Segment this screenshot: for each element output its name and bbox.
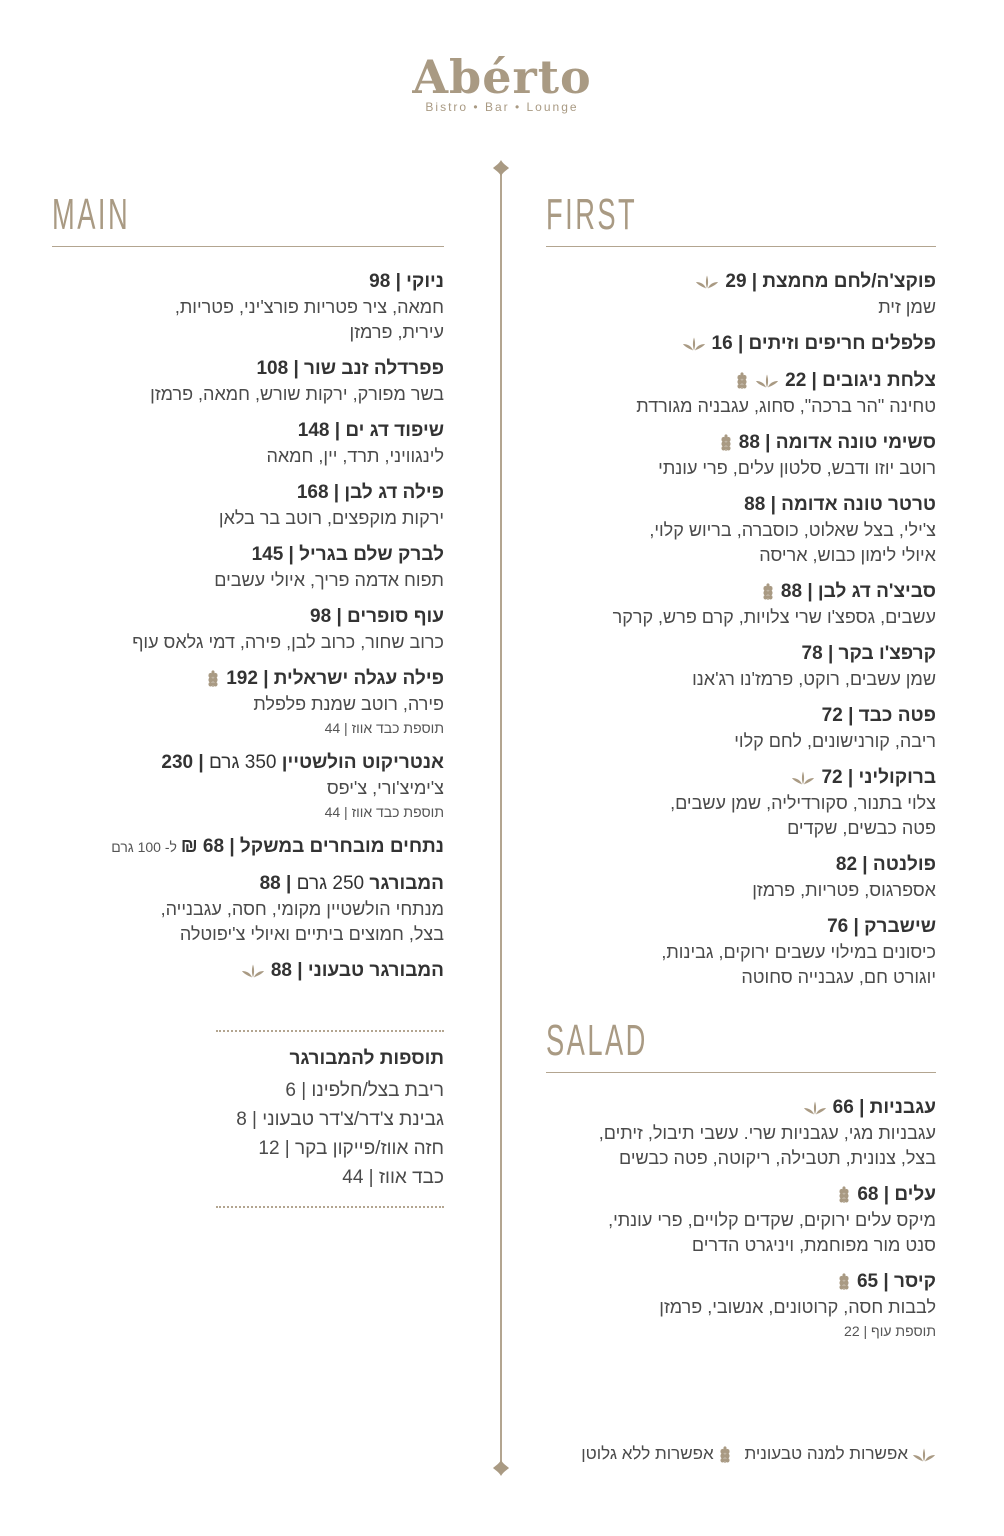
main-column [52,190,444,1208]
section-title-main: MAIN [52,190,131,239]
section-title-first: FIRST [546,190,638,239]
vegan-leaf-icon [682,336,706,352]
item-title: אנטריקוט הולשטיין [281,752,444,773]
item-title: ברוקוליני | 72 [821,767,936,788]
item-title-row [546,331,936,357]
item-description: כיסונים במילוי עשבים ירוקים, גבינות, [661,942,936,962]
item-description: יוגורט חם, עגבנייה סחוטה [741,967,936,987]
menu-item [546,430,936,481]
gluten-free-icon [837,1185,851,1205]
burger-addons [52,1046,444,1192]
item-title: שישברק | 76 [827,916,936,937]
menu-item [546,492,936,568]
item-title-row [52,750,444,776]
item-description: חמאה, ציר פטריות פורצ'יני, פטריות, [174,297,444,317]
menu-item [546,331,936,357]
item-title-row [52,666,444,692]
vegan-leaf-icon [791,770,815,786]
vegan-leaf-icon [912,1447,936,1463]
item-description: לבבות חסה, קרוטונים, אנשובי, פרמזן [659,1297,936,1317]
item-title: פפרדלה זנב שור | 108 [256,358,444,379]
item-description: ירקות מוקפצים, רוטב בר בלאן [218,508,444,528]
item-title: פלפלים חריפים וזיתים | 16 [711,333,936,354]
legend-vegan: אפשרות למנה טבעונית [744,1444,908,1463]
menu-item [52,666,444,739]
gluten-free-icon [837,1272,851,1292]
item-title: סשימי טונה אדומה | 88 [738,432,936,453]
brand-name: Abérto [412,50,592,104]
item-unit: ל- 100 גרם [111,839,181,855]
logo [0,52,1004,114]
menu-item [546,765,936,841]
dotted-separator [216,1206,444,1208]
menu-item [546,269,936,320]
vegan-leaf-icon [803,1100,827,1116]
addon-line: חזה אווז/פייקון בקר | 12 [258,1138,444,1159]
item-title: המבורגר טבעוני | 88 [270,960,444,981]
dotted-separator [216,1030,444,1032]
addons-title: תוספות להמבורגר [289,1048,444,1069]
item-title-row [546,579,936,605]
salad-items [546,1095,936,1342]
salad-section [546,1016,936,1342]
vegan-leaf-icon [241,963,265,979]
item-description: לינגוויני, תרד, יין, חמאה [266,446,444,466]
item-title-row [52,958,444,984]
menu-item [546,579,936,630]
item-title-row [546,269,936,295]
menu-item [546,852,936,903]
item-title: קיסר | 65 [856,1271,936,1292]
item-title: נתחים מובחרים במשקל | 68 ₪ [180,836,444,857]
divider-ornament-top [493,160,509,176]
item-title: פילה עגלה ישראלית | 192 [226,668,444,689]
menu-item [52,418,444,469]
item-price: | 88 [259,873,297,894]
brand-tagline: Bistro • Bar • Lounge [425,100,579,114]
menu-item [52,958,444,984]
item-description: עגבניות מגי, עגבניות שרי. עשבי תיבול, זיתים, [598,1123,936,1143]
section-rule [546,1072,936,1073]
legend [550,1444,936,1465]
section-title-salad: SALAD [546,1016,648,1065]
addon-line: ריבת בצל/חלפינו | 6 [285,1080,444,1101]
item-title: עוף סופרים | 98 [310,606,444,627]
divider-ornament-bottom [493,1460,509,1476]
main-items [52,269,444,984]
vegan-leaf-icon [695,274,719,290]
item-description: צ'ימיצ'ורי, צ'יפס [326,778,444,798]
item-title-row [546,765,936,791]
item-price: | 230 [161,752,209,773]
item-title: קרפצ'ו בקר | 78 [801,643,936,664]
menu-item [546,1182,936,1258]
item-description: סנט מור מפוחמת, ויניגרט הדרים [691,1235,936,1255]
vegan-leaf-icon [755,373,779,389]
item-title: טרטר טונה אדומה | 88 [744,494,936,515]
menu-item [546,641,936,692]
item-title-row [52,871,444,897]
item-title: סביצ'ה דג לבן | 88 [780,581,936,602]
item-title: פולנטה | 82 [835,854,936,875]
item-title: לברק שלם בגריל | 145 [251,544,444,565]
menu-item [52,604,444,655]
item-description: מיקס עלים ירוקים, שקדים קלויים, פרי עונתי, [608,1210,936,1230]
item-title: ניוקי | 98 [369,271,444,292]
item-description: רוטב יוזו ודבש, סלטון עלים, פרי עונתי [658,458,936,478]
item-description: צ'ילי, בצל שאלוט, כוסברה, בריוש קלוי, [649,520,936,540]
first-column [546,190,936,1353]
gluten-free-icon [718,1445,732,1465]
item-weight: 250 גרם [296,873,370,894]
menu-item [52,356,444,407]
section-rule [546,246,936,247]
item-description: שמן זית [878,297,936,317]
menu-item [546,368,936,419]
menu-item [546,914,936,990]
item-description: שמן עשבים, רוקט, פרמז'נו רג'אנו [692,669,936,689]
legend-gluten-free: אפשרות ללא גלוטן [581,1444,714,1463]
item-title: המבורגר [369,873,444,894]
gluten-free-icon [735,371,749,391]
item-addon-note: תוספת כבד אווז | 44 [324,720,444,736]
item-addon-note: תוספת עוף | 22 [844,1323,936,1339]
item-title: צלחת ניגובים | 22 [785,370,936,391]
menu-item [52,480,444,531]
gluten-free-icon [761,582,775,602]
item-title-row [52,834,444,860]
gluten-free-icon [719,433,733,453]
item-description: מנתחי הולשטיין מקומי, חסה, עגבנייה, [160,899,444,919]
menu-item [546,703,936,754]
item-title-row [546,368,936,394]
item-description: פטה כבשים, שקדים [787,818,936,838]
item-title: שיפוד דג ים | 148 [297,420,444,441]
item-weight: 350 גרם [208,752,282,773]
item-description: בצל, צנונית, תטבילה, ריקוטה, פטה כבשים [619,1148,936,1168]
item-title: עגבניות | 66 [832,1097,936,1118]
item-description: איולי לימון כבוש, אריסה [759,545,936,565]
menu-item [52,542,444,593]
item-description: אספרגוס, פטריות, פרמזן [752,880,936,900]
item-title-row [546,1095,936,1121]
menu-item [52,750,444,823]
item-title-row [546,1182,936,1208]
menu-item [546,1095,936,1171]
item-description: עירית, פרמזן [349,322,444,342]
item-description: כרוב שחור, כרוב לבן, פירה, דמי גלאס עוף [132,632,444,652]
addon-line: כבד אווז | 44 [342,1167,444,1188]
gluten-free-icon [206,669,220,689]
item-description: טחינה "הר ברכה", סחוג, עגבניה מגורדת [636,396,936,416]
item-title: פטה כבד | 72 [821,705,936,726]
item-title: עלים | 68 [857,1184,936,1205]
item-description: בשר מפורק, ירקות שורש, חמאה, פרמזן [150,384,444,404]
addon-line: גבינת צ'דר/צ'דר טבעוני | 8 [236,1109,444,1130]
item-description: תפוח אדמה פריך, איולי עשבים [214,570,444,590]
menu-item [546,1269,936,1342]
first-items [546,269,936,990]
item-title-row [546,430,936,456]
item-title-row [546,1269,936,1295]
menu-item [52,871,444,947]
center-divider [500,168,502,1468]
item-title: פילה דג לבן | 168 [296,482,444,503]
item-description: פירה, רוטב שמנת פלפלת [253,694,444,714]
section-rule [52,246,444,247]
menu-item [52,834,444,860]
item-description: צלוי בתנור, סקורדיליה, שמן עשבים, [670,793,936,813]
item-description: בצל, חמוצים ביתיים ואיולי צ'יפוטלה [179,924,444,944]
item-description: ריבה, קורנישונים, לחם קלוי [734,731,936,751]
item-addon-note: תוספת כבד אווז | 44 [324,804,444,820]
item-title: פוקצ'ה/לחם מחמצת | 29 [725,271,936,292]
menu-item [52,269,444,345]
item-description: עשבים, גספצ'ו שרי צלויות, קרם פרש, קרקר [612,607,936,627]
